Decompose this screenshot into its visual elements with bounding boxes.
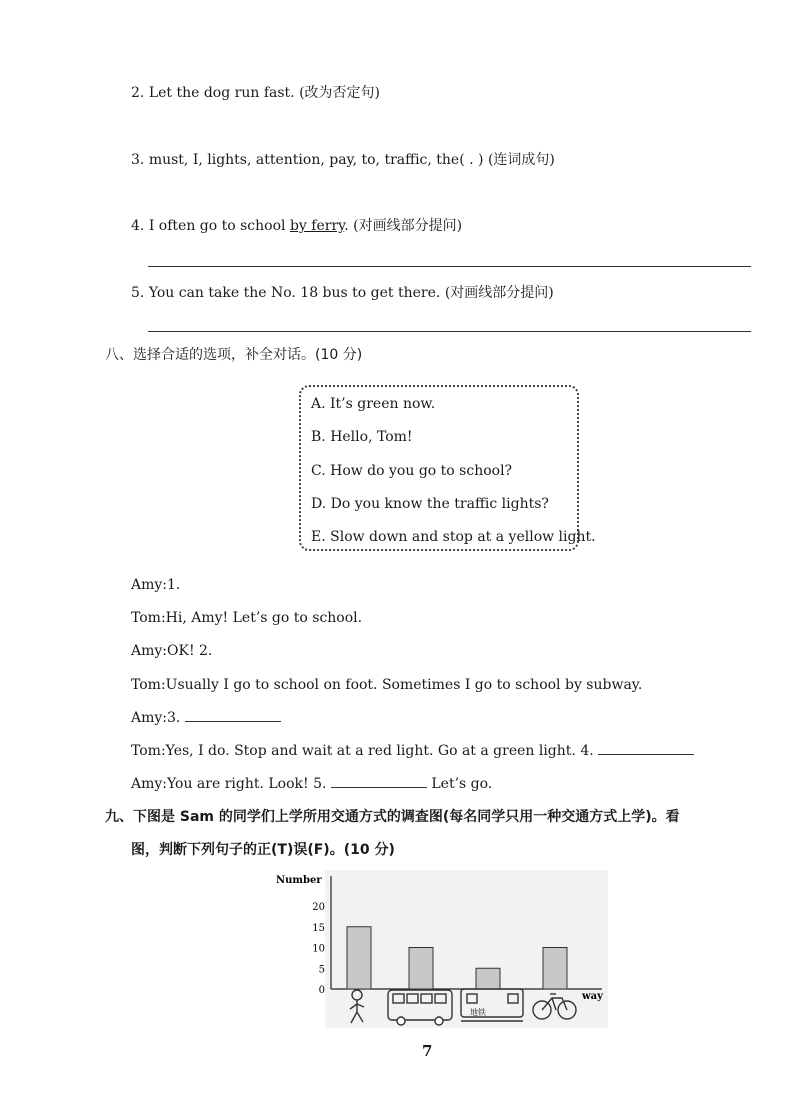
question-2: 2. Let the dog run fast. (改为否定句)	[131, 85, 381, 101]
question-4: 4. I often go to school by ferry. (对画线部分提问)	[131, 218, 463, 234]
blank-3[interactable]	[185, 709, 281, 722]
section-9-title-line-2: 图，判断下列句子的正(T)误(F)。(10 分)	[131, 842, 395, 858]
y-tick-label: 20	[312, 902, 325, 913]
bar-by-bus	[409, 948, 433, 990]
bar-by-bike	[543, 948, 567, 990]
dialogue-line-1: Amy:1.	[131, 577, 181, 593]
page-number: 7	[422, 1042, 433, 1060]
dialogue-line-4: Tom:Usually I go to school on foot. Sometimes I go to school by subway.	[131, 677, 643, 693]
option-b: B. Hello, Tom!	[311, 429, 413, 445]
transport-bar-chart	[270, 866, 610, 1031]
option-a: A. It’s green now.	[311, 396, 436, 412]
dialogue-line-6: Tom:Yes, I do. Stop and wait at a red light. Go at a green light. 4.	[131, 742, 694, 760]
option-c: C. How do you go to school?	[311, 463, 513, 479]
underlined-phrase: by ferry	[289, 218, 345, 234]
options-box	[299, 385, 596, 551]
option-d: D. Do you know the traffic lights?	[311, 496, 549, 512]
y-axis-label: Number	[276, 875, 322, 886]
bar-by-subway	[476, 968, 500, 989]
y-tick-label: 15	[312, 922, 325, 934]
question-3: 3. must, I, lights, attention, pay, to, traffic, the( . ) (连词成句)	[131, 152, 555, 168]
section-9-title-line-1: 九、下图是 Sam 的同学们上学所用交通方式的调查图(每名同学只用一种交通方式上学)。看	[105, 809, 680, 825]
blank-4[interactable]	[598, 742, 694, 755]
question-5: 5. You can take the No. 18 bus to get there. (对画线部分提问)	[131, 285, 554, 301]
y-tick-label: 10	[312, 943, 325, 955]
dialogue-line-2: Tom:Hi, Amy! Let’s go to school.	[131, 610, 363, 626]
y-tick-label: 5	[318, 964, 325, 976]
dialogue-line-7: Amy:You are right. Look! 5. Let’s go.	[131, 776, 493, 792]
x-axis-label: way	[582, 991, 603, 1002]
dialogue-line-3: Amy:OK! 2.	[131, 643, 213, 659]
bar-on-foot	[347, 927, 371, 989]
answer-line-4[interactable]	[148, 266, 751, 267]
dialogue-line-5: Amy:3.	[131, 709, 281, 727]
blank-5[interactable]	[331, 775, 427, 788]
section-8-title: 八、选择合适的选项，补全对话。(10 分)	[105, 347, 363, 363]
option-e: E. Slow down and stop at a yellow light.	[311, 529, 596, 545]
subway-sign: 地铁	[470, 1008, 486, 1017]
answer-line-5[interactable]	[148, 331, 751, 332]
y-tick-label: 0	[318, 985, 325, 996]
